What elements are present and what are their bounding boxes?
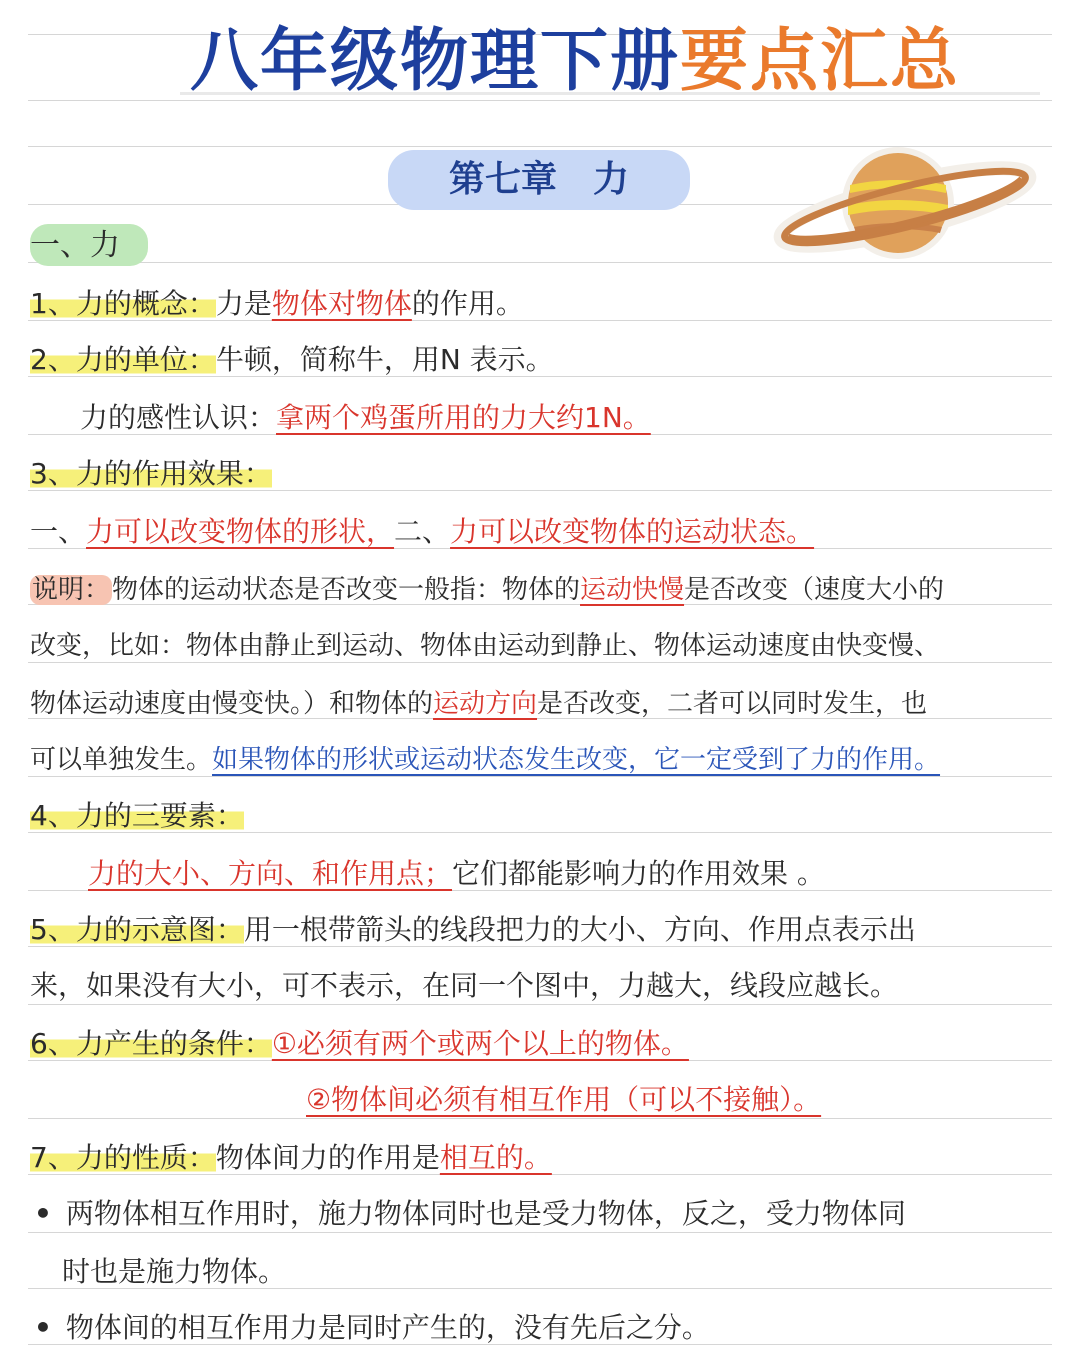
item-6-red1: ①必须有两个或两个以上的物体。 xyxy=(271,1027,689,1060)
item-7 xyxy=(30,1138,552,1178)
note-line-2: 改变，比如：物体由静止到运动、物体由运动到静止、物体运动速度由快变慢、 xyxy=(30,631,941,661)
bullet-dot-icon: • xyxy=(34,1311,52,1344)
item-2b xyxy=(80,398,651,438)
item-6-label: 6、力产生的条件： xyxy=(30,1027,272,1060)
bullet-1-text: 两物体相互作用时，施力物体同时也是受力物体，反之，受力物体同 xyxy=(65,1197,906,1230)
item-1 xyxy=(30,284,524,324)
bullet-1-line-2: 时也是施力物体。 xyxy=(62,1255,287,1288)
item-5-label: 5、力的示意图： xyxy=(30,913,244,946)
item-2-text: 牛顿，简称牛，用N 表示。 xyxy=(215,343,554,376)
item-4-content xyxy=(88,854,825,894)
item-3-red1: 力可以改变物体的形状， xyxy=(86,515,395,548)
item-1-pre: 力是 xyxy=(215,287,272,320)
title-part-blue: 八年级物理下册 xyxy=(190,22,681,101)
title-part-orange: 要点汇总 xyxy=(680,22,961,101)
item-6-line-2 xyxy=(306,1080,821,1120)
item-1-post: 的作用。 xyxy=(411,287,524,320)
note-l3a: 物体运动速度由慢变快。）和物体的 xyxy=(30,689,434,719)
bullet-2-text: 物体间的相互作用力是同时产生的，没有先后之分。 xyxy=(65,1311,710,1344)
note-b: 是否改变（速度大小的 xyxy=(684,575,945,605)
item-4 xyxy=(30,796,244,836)
item-5-line-2: 来，如果没有大小，可不表示，在同一个图中，力越大，线段应越长。 xyxy=(30,969,899,1002)
item-3-n2: 二、 xyxy=(394,515,451,548)
note-l4a: 可以单独发生。 xyxy=(30,745,213,775)
saturn-icon xyxy=(770,145,1040,265)
bullet-2 xyxy=(34,1308,710,1348)
item-3 xyxy=(30,454,272,494)
item-2 xyxy=(30,340,554,380)
bullet-1 xyxy=(34,1194,906,1234)
item-7-label: 7、力的性质： xyxy=(30,1141,216,1174)
note-red2: 运动方向 xyxy=(433,689,538,719)
item-7-pre: 物体间力的作用是 xyxy=(215,1141,440,1174)
bullet-dot-icon: • xyxy=(34,1197,52,1230)
item-1-red: 物体对物体 xyxy=(271,287,412,320)
section-heading: 一、力 xyxy=(30,228,120,263)
chapter-number: 第七章 xyxy=(448,159,557,200)
chapter-badge xyxy=(388,150,690,210)
note-line-3 xyxy=(30,684,927,724)
item-4-red: 力的大小、方向、和作用点； xyxy=(88,857,453,890)
note-line-4 xyxy=(30,740,940,780)
note-l3b: 是否改变，二者可以同时发生，也 xyxy=(537,689,928,719)
item-2b-red: 拿两个鸡蛋所用的力大约1N。 xyxy=(276,401,651,434)
page-title xyxy=(190,18,960,106)
note-red1: 运动快慢 xyxy=(580,575,685,605)
note-blue: 如果物体的形状或运动状态发生改变，它一定受到了力的作用。 xyxy=(212,745,941,775)
chapter-name: 力 xyxy=(593,159,630,200)
item-6 xyxy=(30,1024,689,1064)
item-2-label: 2、力的单位： xyxy=(30,343,216,376)
note-a: 物体的运动状态是否改变一般指：物体的 xyxy=(112,575,581,605)
item-3-red2: 力可以改变物体的运动状态。 xyxy=(450,515,815,548)
item-3-label: 3、力的作用效果： xyxy=(30,457,272,490)
item-6-red2: ②物体间必须有相互作用（可以不接触）。 xyxy=(306,1083,822,1116)
item-1-label: 1、力的概念： xyxy=(30,287,216,320)
item-4-post: 它们都能影响力的作用效果 。 xyxy=(452,857,825,890)
item-5-text: 用一根带箭头的线段把力的大小、方向、作用点表示出 xyxy=(243,913,916,946)
item-4-label: 4、力的三要素： xyxy=(30,799,244,832)
item-3-effects xyxy=(30,512,814,552)
note-line-1 xyxy=(30,570,944,610)
item-2b-label: 力的感性认识： xyxy=(80,401,277,434)
note-label: 说明： xyxy=(32,575,111,605)
item-5 xyxy=(30,910,916,950)
item-7-red: 相互的。 xyxy=(439,1141,552,1174)
item-3-n1: 一、 xyxy=(30,515,87,548)
